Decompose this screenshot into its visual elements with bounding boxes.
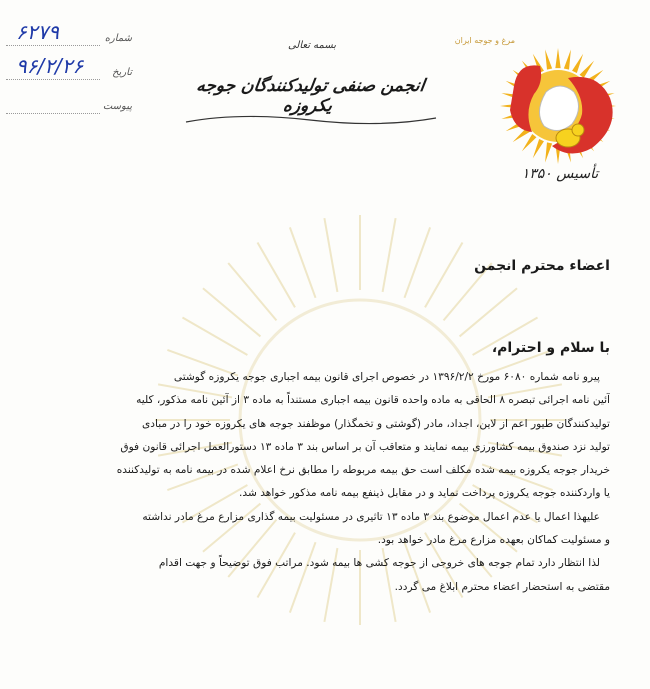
body-line: لذا انتظار دارد تمام جوجه های خروجی از جوجه کشی ها بیمه شود. مراتب فوق توضیحاً و جهت اقدام <box>158 557 600 570</box>
reference-date-line <box>6 79 100 80</box>
reference-date-value: ۹۶/۲/۲۶ <box>16 54 84 78</box>
reference-number-value: ۶۲۷۹ <box>16 20 59 44</box>
founded-year: تأسیس ۱۳۵۰ <box>521 166 599 182</box>
body-line: پیرو نامه شماره ۶۰۸۰ مورخ ۱۳۹۶/۲/۲ در خصوص اجرای قانون بیمه اجباری جوجه یکروزه گوشتی <box>173 371 600 383</box>
reference-date-label: تاریخ <box>112 67 132 78</box>
body-line: یا واردکننده جوجه یکروزه پرداخت نماید و در مقابل ذینفع بیمه نامه مذکور خواهد شد. <box>239 487 610 500</box>
reference-block <box>6 22 136 122</box>
body-line: خریدار جوجه یکروزه بیمه شده مکلف است حق بیمه مربوطه را مطابق نرخ اعلام شده در بیمه نامه به تولیدکننده <box>116 464 610 477</box>
reference-attachment-line <box>6 113 100 114</box>
body-line: آئین نامه اجرائی تبصره ۸ الحاقی به ماده واحده قانون بیمه اجباری مستنداً به ماده ۳ از آئین نامه مذکور، کلیه <box>136 394 610 407</box>
letter-body <box>42 366 610 599</box>
logo-caption: مرغ و جوجه ایران <box>454 36 515 45</box>
calligraphy-flourish <box>180 110 442 130</box>
body-line: علیهذا اعمال یا عدم اعمال موضوع بند ۳ ماده ۱۳ تاثیری در مسئولیت بیمه گذاری مزارع مرغ مادر نداشته <box>142 510 600 523</box>
reference-attachment-label: پیوست <box>102 101 132 112</box>
association-name: انجمن صنفی تولیدکنندگان جوجه یکروزه <box>195 76 426 116</box>
body-line: مقتضی به استحضار اعضاء محترم ابلاغ می گردد. <box>394 580 610 593</box>
reference-date-row <box>6 56 136 82</box>
addressee: اعضاء محترم انجمن <box>474 258 610 274</box>
reference-number-row <box>6 22 136 48</box>
basmala: بسمه تعالی <box>287 40 337 51</box>
reference-number-line <box>6 45 100 46</box>
greeting: با سلام و احترام، <box>491 340 610 356</box>
association-logo-icon <box>474 36 634 166</box>
reference-attachment-row <box>6 90 136 116</box>
body-line: و مسئولیت کماکان بعهده مزارع مرغ مادر خواهد بود. <box>377 534 610 547</box>
reference-number-label: شماره <box>104 33 132 44</box>
body-line: تولید نزد صندوق بیمه کشاورزی بیمه نمایند و متعاقب آن بر اساس بند ۳ ماده ۱۳ دستورالعمل اجرائی قانون فوق <box>120 440 610 453</box>
body-line: تولیدکنندگان طیور اعم از لاین، اجداد، مادر (گوشتی و تخمگذار) موظفند جوجه های یکروزه خود را در مبادی <box>141 417 610 430</box>
